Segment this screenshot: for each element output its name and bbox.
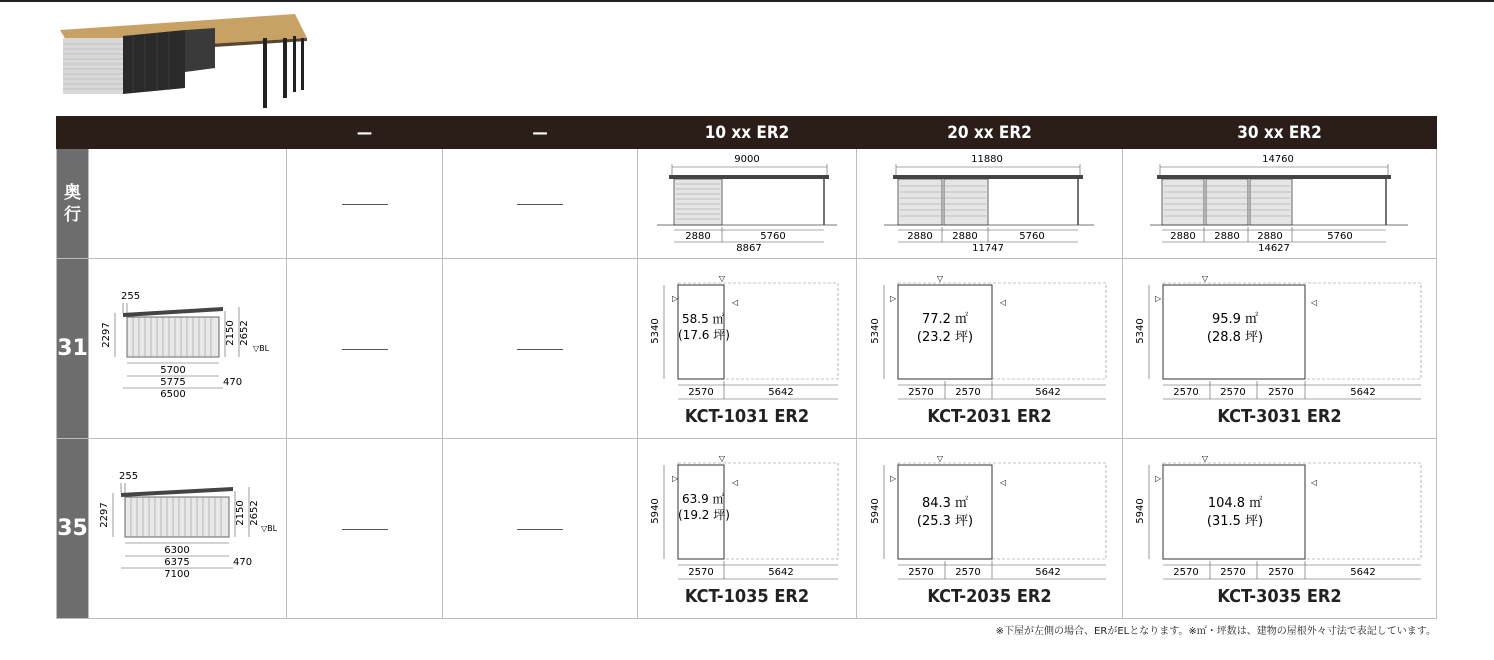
model-number: KCT-3031 ER2 bbox=[1217, 405, 1342, 427]
svg-text:2880: 2880 bbox=[907, 230, 933, 242]
svg-text:(28.8 坪): (28.8 坪) bbox=[1206, 329, 1263, 345]
plan-1031-drawing bbox=[652, 271, 842, 406]
empty-line bbox=[342, 349, 388, 350]
svg-text:104.8 ㎡: 104.8 ㎡ bbox=[1207, 495, 1262, 511]
svg-text:▷: ▷ bbox=[889, 293, 896, 303]
svg-text:7100: 7100 bbox=[163, 568, 190, 580]
plan-1035 bbox=[638, 439, 857, 619]
svg-text:5340: 5340 bbox=[869, 317, 881, 344]
svg-text:14627: 14627 bbox=[1257, 242, 1290, 254]
svg-text:5775: 5775 bbox=[159, 376, 186, 388]
row-label-35: 35 bbox=[57, 439, 89, 619]
svg-text:2570: 2570 bbox=[954, 566, 981, 578]
empty-line bbox=[342, 204, 388, 205]
svg-text:(23.2 坪): (23.2 坪) bbox=[916, 329, 973, 345]
model-number: KCT-2035 ER2 bbox=[927, 585, 1052, 607]
svg-text:6300: 6300 bbox=[163, 544, 190, 556]
empty-line bbox=[342, 529, 388, 530]
svg-text:5340: 5340 bbox=[650, 317, 661, 344]
empty-line bbox=[517, 349, 563, 350]
model-number: KCT-3035 ER2 bbox=[1217, 585, 1342, 607]
svg-text:63.9 ㎡: 63.9 ㎡ bbox=[682, 491, 725, 506]
plan-2035 bbox=[857, 439, 1123, 619]
svg-text:◁: ◁ bbox=[1310, 297, 1317, 307]
svg-text:▷: ▷ bbox=[1154, 293, 1161, 303]
svg-text:2570: 2570 bbox=[907, 566, 934, 578]
svg-text:470: 470 bbox=[222, 376, 242, 388]
svg-text:◁: ◁ bbox=[732, 297, 739, 307]
svg-text:2652: 2652 bbox=[238, 319, 250, 346]
side-elevation-31-drawing bbox=[93, 287, 283, 407]
side-elevation-31 bbox=[89, 259, 287, 439]
plan-2031-drawing bbox=[870, 271, 1110, 406]
plan-1035-drawing bbox=[652, 451, 842, 586]
plan-2031 bbox=[857, 259, 1123, 439]
svg-text:▷: ▷ bbox=[1154, 473, 1161, 483]
svg-text:5642: 5642 bbox=[1349, 386, 1376, 398]
svg-text:▽: ▽ bbox=[1201, 453, 1208, 463]
svg-text:84.3 ㎡: 84.3 ㎡ bbox=[921, 495, 968, 511]
svg-text:◁: ◁ bbox=[732, 477, 739, 487]
svg-text:95.9 ㎡: 95.9 ㎡ bbox=[1211, 311, 1258, 327]
svg-text:255: 255 bbox=[118, 470, 138, 482]
header-col-2: — bbox=[443, 117, 638, 149]
svg-text:2570: 2570 bbox=[1219, 566, 1246, 578]
svg-text:5940: 5940 bbox=[650, 497, 661, 524]
elevation-col1 bbox=[287, 149, 443, 259]
svg-text:2150: 2150 bbox=[234, 499, 246, 526]
svg-text:▽BL: ▽BL bbox=[260, 523, 277, 533]
carport-storage-illustration bbox=[55, 8, 310, 110]
side-elevation-35 bbox=[89, 439, 287, 619]
svg-text:5940: 5940 bbox=[869, 497, 881, 524]
elevation-20 bbox=[857, 149, 1123, 259]
elevation-30 bbox=[1123, 149, 1437, 259]
elevation-empty bbox=[89, 149, 287, 259]
svg-text:2652: 2652 bbox=[248, 499, 260, 526]
plan-3031 bbox=[1123, 259, 1437, 439]
header-col-10: 10 xx ER2 bbox=[638, 117, 857, 149]
svg-text:58.5 ㎡: 58.5 ㎡ bbox=[682, 311, 725, 326]
svg-text:▽: ▽ bbox=[1201, 273, 1208, 283]
svg-text:◁: ◁ bbox=[1310, 477, 1317, 487]
svg-text:6500: 6500 bbox=[159, 388, 186, 400]
svg-text:77.2 ㎡: 77.2 ㎡ bbox=[921, 311, 968, 327]
svg-text:2570: 2570 bbox=[1267, 386, 1294, 398]
row-depth-35 bbox=[57, 439, 1437, 619]
svg-text:2880: 2880 bbox=[1169, 230, 1196, 242]
side-elevation-35-drawing bbox=[93, 467, 283, 587]
svg-text:2570: 2570 bbox=[1172, 566, 1199, 578]
svg-text:5760: 5760 bbox=[760, 230, 786, 242]
plan-1031 bbox=[638, 259, 857, 439]
svg-text:(25.3 坪): (25.3 坪) bbox=[916, 513, 973, 529]
row35-col2 bbox=[443, 439, 638, 619]
svg-text:2570: 2570 bbox=[1267, 566, 1294, 578]
header-col-20: 20 xx ER2 bbox=[857, 117, 1123, 149]
svg-text:▽: ▽ bbox=[936, 273, 943, 283]
footnote: ※下屋が左側の場合、ERがELとなります。※㎡・坪数は、建物の屋根外々寸法で表記しています。 bbox=[995, 626, 1436, 637]
svg-text:2297: 2297 bbox=[100, 321, 112, 348]
header-col-30: 30 xx ER2 bbox=[1123, 117, 1437, 149]
svg-text:(19.2 坪): (19.2 坪) bbox=[678, 507, 730, 522]
svg-text:5642: 5642 bbox=[768, 386, 794, 398]
svg-text:2880: 2880 bbox=[1213, 230, 1240, 242]
svg-text:2880: 2880 bbox=[952, 230, 978, 242]
svg-text:5940: 5940 bbox=[1134, 497, 1146, 524]
svg-text:◁: ◁ bbox=[999, 297, 1006, 307]
header-blank bbox=[57, 117, 287, 149]
svg-text:11747: 11747 bbox=[972, 242, 1004, 254]
svg-text:▷: ▷ bbox=[889, 473, 896, 483]
svg-text:5642: 5642 bbox=[1349, 566, 1376, 578]
svg-text:5642: 5642 bbox=[1034, 386, 1061, 398]
elevation-row bbox=[57, 149, 1437, 259]
svg-text:2570: 2570 bbox=[688, 386, 714, 398]
svg-text:9000: 9000 bbox=[734, 153, 760, 165]
svg-text:470: 470 bbox=[232, 556, 252, 568]
svg-text:◁: ◁ bbox=[999, 477, 1006, 487]
model-number: KCT-1031 ER2 bbox=[684, 405, 810, 427]
plan-3031-drawing bbox=[1135, 271, 1425, 406]
elevation-col2 bbox=[443, 149, 638, 259]
spec-table bbox=[56, 116, 1437, 619]
svg-text:2570: 2570 bbox=[954, 386, 981, 398]
row31-col2 bbox=[443, 259, 638, 439]
row-label-31: 31 bbox=[57, 259, 89, 439]
svg-text:8867: 8867 bbox=[736, 242, 762, 254]
top-rule bbox=[0, 0, 1494, 2]
svg-text:2570: 2570 bbox=[688, 566, 714, 578]
svg-text:2880: 2880 bbox=[1256, 230, 1283, 242]
model-number: KCT-2031 ER2 bbox=[927, 405, 1052, 427]
model-number: KCT-1035 ER2 bbox=[684, 585, 810, 607]
elevation-10 bbox=[638, 149, 857, 259]
front-elevation-20 bbox=[882, 152, 1097, 252]
header-col-1: — bbox=[287, 117, 443, 149]
svg-text:14760: 14760 bbox=[1261, 153, 1294, 165]
svg-text:11880: 11880 bbox=[971, 153, 1003, 165]
row35-col1 bbox=[287, 439, 443, 619]
front-elevation-30 bbox=[1150, 152, 1410, 252]
svg-text:▷: ▷ bbox=[672, 473, 679, 483]
svg-text:(17.6 坪): (17.6 坪) bbox=[678, 327, 730, 342]
depth-row-label: 奥 行 bbox=[57, 149, 89, 259]
svg-text:2150: 2150 bbox=[224, 319, 236, 346]
svg-text:▽: ▽ bbox=[936, 453, 943, 463]
svg-text:▷: ▷ bbox=[672, 293, 679, 303]
svg-text:▽: ▽ bbox=[718, 273, 726, 283]
row31-col1 bbox=[287, 259, 443, 439]
svg-text:6375: 6375 bbox=[163, 556, 190, 568]
plan-3035 bbox=[1123, 439, 1437, 619]
svg-text:▽BL: ▽BL bbox=[252, 343, 269, 353]
svg-text:2297: 2297 bbox=[98, 501, 110, 528]
front-elevation-10 bbox=[652, 152, 842, 252]
svg-text:5760: 5760 bbox=[1326, 230, 1353, 242]
svg-text:▽: ▽ bbox=[718, 453, 726, 463]
svg-text:5700: 5700 bbox=[159, 364, 186, 376]
svg-text:5642: 5642 bbox=[768, 566, 794, 578]
empty-line bbox=[517, 204, 563, 205]
svg-text:255: 255 bbox=[120, 290, 140, 302]
empty-line bbox=[517, 529, 563, 530]
svg-text:5642: 5642 bbox=[1034, 566, 1061, 578]
svg-text:2880: 2880 bbox=[685, 230, 711, 242]
plan-2035-drawing bbox=[870, 451, 1110, 586]
svg-text:2570: 2570 bbox=[1172, 386, 1199, 398]
header-row bbox=[57, 117, 1437, 149]
svg-text:5340: 5340 bbox=[1134, 317, 1146, 344]
svg-text:2570: 2570 bbox=[1219, 386, 1246, 398]
svg-text:(31.5 坪): (31.5 坪) bbox=[1206, 513, 1263, 529]
plan-3035-drawing bbox=[1135, 451, 1425, 586]
svg-text:5760: 5760 bbox=[1019, 230, 1045, 242]
row-depth-31 bbox=[57, 259, 1437, 439]
svg-text:2570: 2570 bbox=[907, 386, 934, 398]
